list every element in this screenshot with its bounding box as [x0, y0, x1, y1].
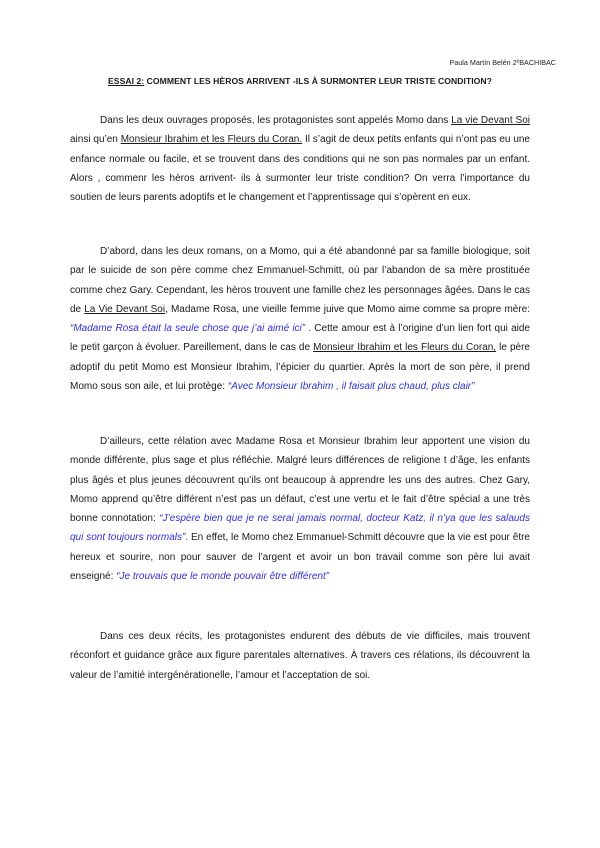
text-run: . Cette amour est à l’origine d’un lien fort qui aide le petit garçon à évoluer. Pareillement, dans le cas de — [70, 323, 530, 354]
text-run: Dans les deux ouvrages proposés, les protagonistes sont appelés Momo dans — [100, 115, 452, 126]
quote-monsieur-ibrahim: “Avec Monsieur Ibrahim , il faisait plus chaud, plus clair” — [227, 381, 475, 393]
essay-title-text: COMMENT LES HÈROS ARRIVENT -ILS À SURMONTER LEUR TRISTE CONDITION? — [144, 76, 492, 86]
paragraph-introduction — [70, 111, 530, 207]
book-title-monsieur-ibrahim: Monsieur Ibrahim et les Fleurs du Coran, — [313, 342, 497, 354]
paragraph-development-1 — [70, 242, 530, 396]
text-run: D’ailleurs, cette rélation avec Madame Rosa et Monsieur Ibrahim leur apportent une vision du monde différente, plus sage et plus réfléchie. Malgré leurs différences de religione t d’âge, les enfants plus âgés et plus jeunes découvrent qu’ils ont beaucoup à apprendre les uns des autres. Chez Gary, Momo apprend qu’être différent n’est pas un défaut, c’est une vertu et le fait d’être spécial a une très bonne connotation: — [70, 436, 530, 525]
quote-madame-rosa: “Madame Rosa était la seule chose que j’ai aimé ici” — [70, 323, 306, 335]
text-run: . En effet, le Momo chez Emmanuel-Schmitt découvre que la vie est pour être hereux et sourire, non pour sauver de l’argent et avoir un bon travail comme son père lui avait enseigné: — [70, 532, 530, 583]
book-title-la-vie-devant-soi: La Vie Devant Soi — [84, 303, 166, 315]
text-run: Dans ces deux récits, les protagonistes endurent des débuts de vie difficiles, mais trouvent réconfort et guidance grâce aux figure parentales alternatives. À travers ces rélations, ils découvrent la valeur de l’amitié intergénérationelle, l’amour et l’acceptation de soi. — [70, 631, 530, 681]
paragraph-conclusion — [70, 627, 530, 685]
text-run: D’abord, dans les deux romans, on a Momo, qui a été abandonné par sa famille biologique, soit par le suicide de son père comme chez Emmanuel-Schmitt, où par l’abandon de sa mère prostituée comme chez Gary. Cependant, les hèros trouvent une famille chez les personnages âgées. Dans le cas de — [70, 246, 530, 315]
author-line: Paula Martín Belén 2ºBACHIBAC — [449, 58, 556, 67]
text-run: le père adoptif du petit Momo est Monsieur Ibrahim, l’épicier du quartier. Après la mort de son père, il prend Momo sous son aile, et lui protège: — [70, 342, 530, 393]
text-run: Il s’agit de deux petits enfants qui n’ont pas eu une enfance normale ou facile, et se trouvent dans des conditions qui ne son pas normales par un enfant. Alors , commenr les hèros arrivent- ils à surmonter leur triste condition? On verra l’importance du soutien de leurs parents adoptifs et le changement et l’apprentissage qui s’opèrent en eux. — [70, 134, 530, 204]
book-title-la-vie-devant-soi: La vie Devant Soi — [451, 115, 530, 126]
essay-title — [0, 76, 600, 86]
quote-docteur-katz: “J’espère bien que je ne serai jamais normal, docteur Katz, il n’ya que les salauds qui sont toujours normals” — [70, 513, 530, 544]
essay-label: ESSAI 2: — [108, 76, 145, 86]
quote-monde-different: “Je trouvais que le monde pouvair être différent” — [116, 571, 330, 583]
book-title-monsieur-ibrahim: Monsieur Ibrahim et les Fleurs du Coran. — [120, 134, 303, 146]
text-run: , Madame Rosa, une vieille femme juive que Momo aime comme sa propre mère: — [165, 303, 530, 315]
text-run: ainsi qu’en — [70, 134, 121, 146]
paragraph-development-2 — [70, 432, 530, 586]
